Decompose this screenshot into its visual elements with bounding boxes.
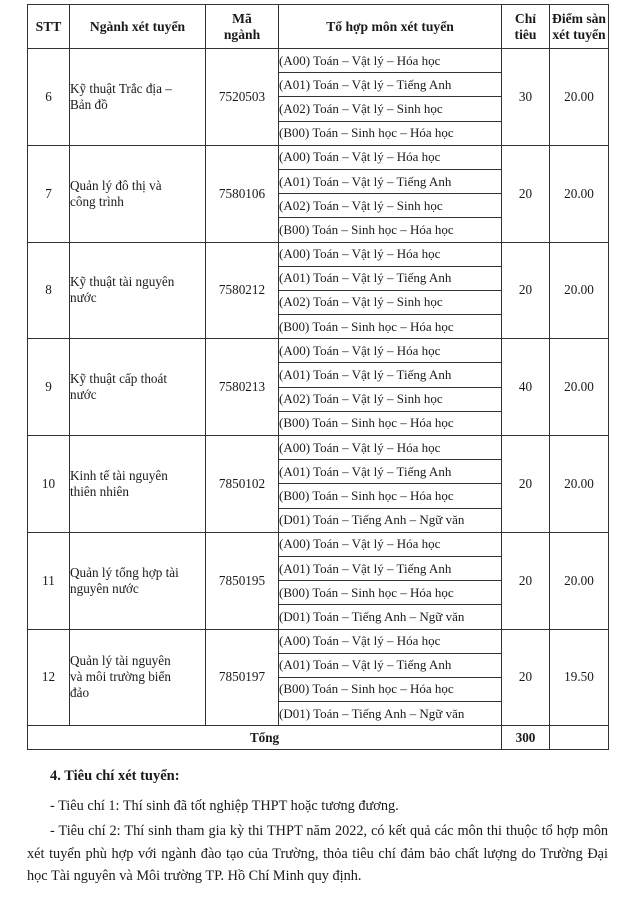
cell-combo: (A00) Toán – Vật lý – Hóa học bbox=[279, 242, 502, 266]
cell-quota: 20 bbox=[502, 145, 550, 242]
cell-quota: 30 bbox=[502, 49, 550, 146]
cell-major: Quản lý tài nguyên và môi trường biển đảo bbox=[70, 629, 206, 726]
cell-code: 7850195 bbox=[206, 532, 279, 629]
cell-combo: (B00) Toán – Sinh học – Hóa học bbox=[279, 581, 502, 605]
cell-combo: (A00) Toán – Vật lý – Hóa học bbox=[279, 436, 502, 460]
cell-combo: (A02) Toán – Vật lý – Sinh học bbox=[279, 387, 502, 411]
total-label: Tổng bbox=[28, 726, 502, 750]
total-row bbox=[28, 726, 609, 750]
cell-code: 7850197 bbox=[206, 629, 279, 726]
cell-code: 7850102 bbox=[206, 436, 279, 533]
cell-combo: (B00) Toán – Sinh học – Hóa học bbox=[279, 411, 502, 435]
cell-major: Kỹ thuật Trắc địa – Bản đồ bbox=[70, 49, 206, 146]
cell-combo: (A00) Toán – Vật lý – Hóa học bbox=[279, 629, 502, 653]
cell-score: 20.00 bbox=[550, 436, 609, 533]
table-header-row bbox=[28, 5, 609, 49]
cell-combo: (B00) Toán – Sinh học – Hóa học bbox=[279, 677, 502, 701]
cell-quota: 20 bbox=[502, 242, 550, 339]
cell-score: 20.00 bbox=[550, 532, 609, 629]
total-empty bbox=[550, 726, 609, 750]
cell-combo: (A02) Toán – Vật lý – Sinh học bbox=[279, 97, 502, 121]
cell-combo: (A01) Toán – Vật lý – Tiếng Anh bbox=[279, 460, 502, 484]
cell-code: 7580212 bbox=[206, 242, 279, 339]
cell-combo: (B00) Toán – Sinh học – Hóa học bbox=[279, 218, 502, 242]
cell-combo: (D01) Toán – Tiếng Anh – Ngữ văn bbox=[279, 508, 502, 532]
header-quota: Chỉ tiêu bbox=[502, 5, 550, 49]
cell-quota: 20 bbox=[502, 629, 550, 726]
cell-combo: (A02) Toán – Vật lý – Sinh học bbox=[279, 194, 502, 218]
table-row bbox=[28, 145, 609, 169]
cell-combo: (A01) Toán – Vật lý – Tiếng Anh bbox=[279, 653, 502, 677]
cell-combo: (B00) Toán – Sinh học – Hóa học bbox=[279, 121, 502, 145]
cell-major: Kỹ thuật tài nguyên nước bbox=[70, 242, 206, 339]
cell-stt: 7 bbox=[28, 145, 70, 242]
cell-quota: 20 bbox=[502, 436, 550, 533]
criteria-2: - Tiêu chí 2: Thí sinh tham gia kỳ thi THPT năm 2022, có kết quả các môn thi thuộc tổ hợp môn xét tuyển phù hợp với ngành đào tạo của Trường, thỏa tiêu chí đảm bảo chất lượng do Trường Đại học Tài nguyên và Môi trường TP. Hồ Chí Minh quy định. bbox=[27, 823, 608, 884]
cell-stt: 12 bbox=[28, 629, 70, 726]
header-combos: Tổ hợp môn xét tuyển bbox=[279, 5, 502, 49]
cell-code: 7520503 bbox=[206, 49, 279, 146]
cell-major: Kỹ thuật cấp thoát nước bbox=[70, 339, 206, 436]
header-score: Điểm sàn xét tuyển bbox=[550, 5, 609, 49]
cell-score: 20.00 bbox=[550, 242, 609, 339]
cell-major: Kinh tế tài nguyên thiên nhiên bbox=[70, 436, 206, 533]
cell-stt: 10 bbox=[28, 436, 70, 533]
cell-combo: (B00) Toán – Sinh học – Hóa học bbox=[279, 484, 502, 508]
cell-major: Quản lý đô thị và công trình bbox=[70, 145, 206, 242]
table-body bbox=[28, 49, 609, 726]
section-heading: 4. Tiêu chí xét tuyển: bbox=[50, 768, 180, 784]
cell-score: 20.00 bbox=[550, 145, 609, 242]
admission-table bbox=[27, 4, 609, 750]
cell-combo: (A01) Toán – Vật lý – Tiếng Anh bbox=[279, 266, 502, 290]
cell-combo: (B00) Toán – Sinh học – Hóa học bbox=[279, 315, 502, 339]
cell-code: 7580106 bbox=[206, 145, 279, 242]
cell-quota: 40 bbox=[502, 339, 550, 436]
cell-score: 19.50 bbox=[550, 629, 609, 726]
table-row bbox=[28, 532, 609, 556]
cell-combo: (A01) Toán – Vật lý – Tiếng Anh bbox=[279, 169, 502, 193]
table-row bbox=[28, 49, 609, 73]
cell-combo: (A01) Toán – Vật lý – Tiếng Anh bbox=[279, 556, 502, 580]
header-major: Ngành xét tuyển bbox=[70, 5, 206, 49]
table-row bbox=[28, 242, 609, 266]
cell-stt: 9 bbox=[28, 339, 70, 436]
cell-combo: (A00) Toán – Vật lý – Hóa học bbox=[279, 339, 502, 363]
cell-combo: (A00) Toán – Vật lý – Hóa học bbox=[279, 49, 502, 73]
cell-code: 7580213 bbox=[206, 339, 279, 436]
cell-combo: (A00) Toán – Vật lý – Hóa học bbox=[279, 532, 502, 556]
table-row bbox=[28, 436, 609, 460]
header-stt: STT bbox=[28, 5, 70, 49]
table-row bbox=[28, 339, 609, 363]
cell-combo: (A01) Toán – Vật lý – Tiếng Anh bbox=[279, 73, 502, 97]
cell-quota: 20 bbox=[502, 532, 550, 629]
total-value: 300 bbox=[502, 726, 550, 750]
cell-stt: 8 bbox=[28, 242, 70, 339]
cell-combo: (A01) Toán – Vật lý – Tiếng Anh bbox=[279, 363, 502, 387]
header-code: Mã ngành bbox=[206, 5, 279, 49]
cell-combo: (D01) Toán – Tiếng Anh – Ngữ văn bbox=[279, 702, 502, 726]
cell-combo: (D01) Toán – Tiếng Anh – Ngữ văn bbox=[279, 605, 502, 629]
table-row bbox=[28, 629, 609, 653]
cell-score: 20.00 bbox=[550, 339, 609, 436]
cell-stt: 6 bbox=[28, 49, 70, 146]
cell-combo: (A02) Toán – Vật lý – Sinh học bbox=[279, 290, 502, 314]
criteria-1: - Tiêu chí 1: Thí sinh đã tốt nghiệp THPT hoặc tương đương. bbox=[50, 798, 399, 814]
cell-stt: 11 bbox=[28, 532, 70, 629]
cell-major: Quản lý tổng hợp tài nguyên nước bbox=[70, 532, 206, 629]
cell-score: 20.00 bbox=[550, 49, 609, 146]
cell-combo: (A00) Toán – Vật lý – Hóa học bbox=[279, 145, 502, 169]
